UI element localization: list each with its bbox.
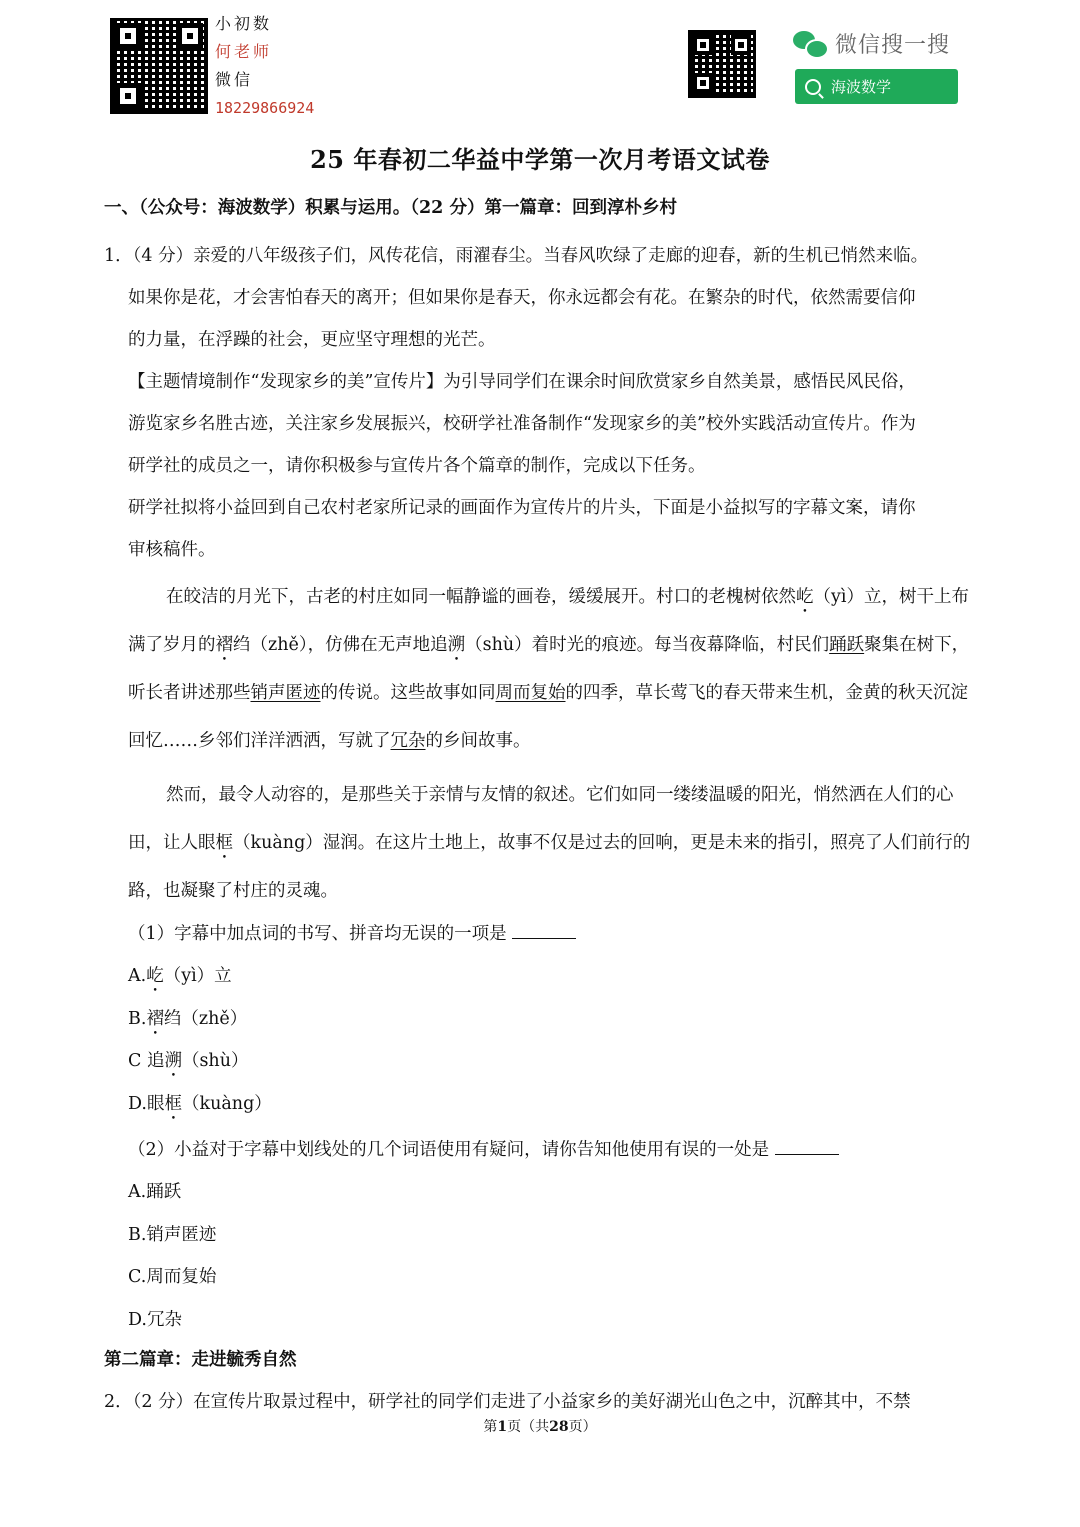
- page-number: 1: [497, 1419, 508, 1435]
- caption-text: 聚集在树下，听长者讲述那些: [128, 635, 970, 703]
- caption-text: （shù）着时光的痕迹。每当夜幕降临，村民们: [465, 635, 830, 655]
- qr-finder: [693, 35, 713, 55]
- exam-body: [104, 193, 984, 1423]
- wechat-search-banner: [793, 28, 950, 59]
- q1-intro-line: 1．（4 分）亲爱的八年级孩子们，风传花信，雨濯春尘。当春风吹绿了走廊的迎春，新的生机已悄然来临。: [104, 246, 929, 266]
- q1-theme-line: 研学社的成员之一，请你积极参与宣传片各个篇章的制作，完成以下任务。: [128, 456, 706, 476]
- qr-code-right: [688, 30, 756, 98]
- caption-text: （yì）立，树干上布满了岁月的: [128, 587, 969, 655]
- caption-text: 的传说。这些故事如同: [320, 683, 496, 703]
- dotted-char: 溯: [164, 1051, 182, 1071]
- underlined-word: 周而复始: [495, 683, 566, 703]
- option[interactable]: B.销声匿迹: [128, 1224, 217, 1245]
- option[interactable]: A.踊跃: [128, 1182, 182, 1202]
- wechat-search-box[interactable]: [795, 69, 958, 104]
- qr-finder: [693, 73, 713, 93]
- question-1: [104, 235, 984, 1341]
- option[interactable]: D.冗杂: [128, 1309, 182, 1330]
- q1-intro-line: 的力量，在浮躁的社会，更应坚守理想的光芒。: [128, 330, 496, 350]
- option[interactable]: A.屹（yì）立: [128, 966, 232, 986]
- option[interactable]: C 追溯（shù）: [128, 1051, 249, 1071]
- section-heading: 第二篇章：走进毓秀自然: [104, 1350, 297, 1370]
- caption-paragraph-1: [104, 573, 984, 765]
- caption-text: 的四季，草长莺飞的春天带来生机，金黄的秋天沉淀回忆……乡邻们洋洋洒洒，写就了: [128, 683, 968, 751]
- q1-task-line: 审核稿件。: [128, 540, 216, 560]
- dotted-char: 屹: [146, 966, 164, 986]
- option[interactable]: D.眼框（kuàng）: [128, 1093, 272, 1114]
- contact-line: 小初数: [215, 14, 273, 33]
- dotted-char: 褶: [215, 635, 233, 655]
- contact-phone: 18229866924: [215, 99, 315, 117]
- dotted-char: 褶: [146, 1008, 164, 1029]
- contact-info: [215, 10, 314, 122]
- caption-text: （kuàng）湿润。在这片土地上，故事不仅是过去的回响，更是未来的指引，照亮了人们前行的路，也凝聚了村庄的灵魂。: [128, 833, 971, 901]
- sub-question-prompt: （2）小益对于字幕中划线处的几个词语使用有疑问，请你告知他使用有误的一处是: [128, 1140, 770, 1160]
- wechat-icon: [793, 31, 827, 57]
- underlined-word: 销声匿迹: [250, 683, 321, 703]
- wechat-search-title: 微信搜一搜: [835, 33, 951, 58]
- q1-intro-line: 如果你是花，才会害怕春天的离开；但如果你是春天，你永远都会有花。在繁杂的时代，依然需要信仰: [128, 288, 916, 308]
- q1-theme-line: 游览家乡名胜古迹，关注家乡发展振兴，校研学社准备制作“发现家乡的美”校外实践活动宣传片。作为: [128, 414, 916, 434]
- q1-task-line: 研学社拟将小益回到自己农村老家所记录的画面作为宣传片的片头，下面是小益拟写的字幕文案，请你: [128, 498, 916, 518]
- exam-title: 25 年春初二华益中学第一次月考语文试卷: [310, 145, 770, 174]
- question-2-intro: 2．（2 分）在宣传片取景过程中，研学社的同学们走进了小益家乡的美好湖光山色之中，沉醉其中，不禁: [104, 1392, 911, 1412]
- qr-finder: [115, 83, 141, 109]
- underlined-word: 冗杂: [390, 731, 426, 751]
- sub-question-1: [104, 913, 984, 955]
- contact-line: 何老师: [215, 42, 273, 61]
- dotted-char: 溯: [447, 635, 466, 655]
- caption-text: 然而，最令人动容的，是那些关于亲情与友情的叙述。它们如同一缕缕温暖的阳光，悄然洒在人们的心田，让人眼: [128, 785, 954, 853]
- wechat-search-query: 海波数学: [831, 78, 892, 96]
- qr-code-left: [110, 18, 208, 114]
- q1-theme-line: 【主题情境制作“发现家乡的美”宣传片】为引导同学们在课余时间欣赏家乡自然美景，感悟民风民俗，: [128, 372, 916, 392]
- dotted-char: 框: [164, 1093, 182, 1114]
- caption-paragraph-2: [104, 771, 984, 915]
- dotted-char: 框: [215, 833, 233, 853]
- answer-blank[interactable]: [775, 1140, 839, 1155]
- caption-text: 绉（zhě），仿佛在无声地追: [233, 635, 448, 655]
- qr-finder: [731, 35, 751, 55]
- search-icon: [805, 79, 821, 95]
- page-footer: 第1页（共28页）: [483, 1419, 597, 1435]
- answer-blank[interactable]: [512, 924, 576, 939]
- caption-text: 在皎洁的月光下，古老的村庄如同一幅静谧的画卷，缓缓展开。村口的老槐树依然: [166, 587, 796, 607]
- dotted-char: 屹: [796, 587, 814, 607]
- contact-line: 微信: [215, 70, 254, 89]
- option[interactable]: C.周而复始: [128, 1267, 217, 1287]
- caption-text: 的乡间故事。: [425, 731, 531, 751]
- section-heading: 一、（公众号：海波数学）积累与运用。（22 分）第一篇章：回到淳朴乡村: [104, 198, 677, 218]
- option[interactable]: B.褶绉（zhě）: [128, 1008, 248, 1029]
- page-total: 28: [549, 1419, 569, 1435]
- qr-finder: [115, 23, 141, 49]
- sub-question-2: [104, 1129, 984, 1171]
- qr-finder: [177, 23, 203, 49]
- underlined-word: 踊跃: [829, 635, 865, 655]
- sub-question-prompt: （1）字幕中加点词的书写、拼音均无误的一项是: [128, 924, 507, 944]
